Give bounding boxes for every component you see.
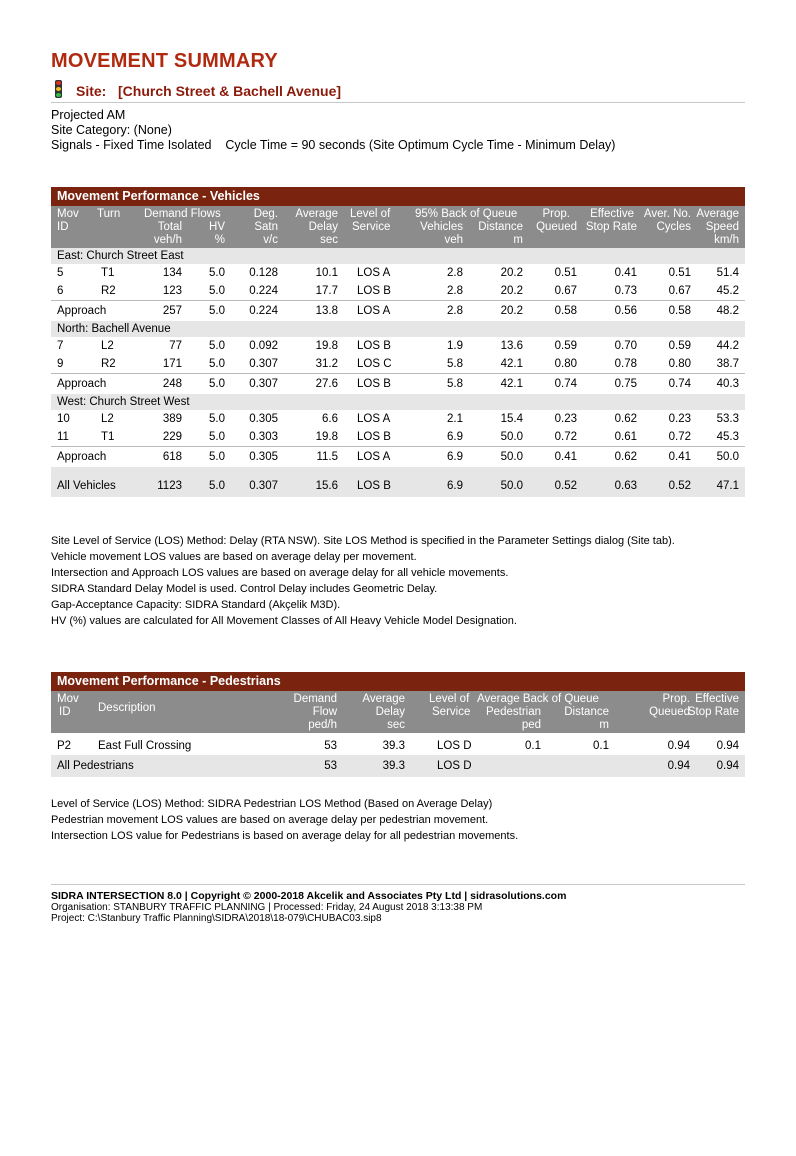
movement-row: 7 L2 77 5.0 0.092 19.8 LOS B 1.9 13.6 0.59 0.70 0.59 44.2 xyxy=(57,340,739,352)
pedestrians-column-headers: Mov ID Description Demand Flow ped/h Average Delay sec Level of Service Average Back of Queue Pedestrian ped Distance m Prop. Queued Effective Stop Rate xyxy=(51,691,745,733)
movement-row: 5 T1 134 5.0 0.128 10.1 LOS A 2.8 20.2 0.51 0.41 0.51 51.4 xyxy=(57,267,739,279)
approach-section-header: North: Bachell Avenue xyxy=(51,321,745,337)
approach-section-header: East: Church Street East xyxy=(51,248,745,264)
site-category: Site Category: (None) xyxy=(51,123,172,137)
movement-row: 9 R2 171 5.0 0.307 31.2 LOS C 5.8 42.1 0.80 0.78 0.80 38.7 xyxy=(57,358,739,370)
scenario-name: Projected AM xyxy=(51,108,126,122)
pedestrians-table xyxy=(51,672,745,777)
vehicles-table xyxy=(51,187,745,497)
traffic-light-icon xyxy=(55,80,62,98)
vehicles-table-title: Movement Performance - Vehicles xyxy=(51,187,745,206)
all-pedestrians-row: All Pedestrians 53 39.3 LOS D 0.94 0.94 xyxy=(51,755,745,777)
report-footer: SIDRA INTERSECTION 8.0 | Copyright © 2000-2018 Akcelik and Associates Pty Ltd | sidrasolutions.com Organisation: STANBURY TRAFFIC PLANNING | Processed: Friday, 24 August 2018 3:13:38 PM Project: C:\Stanbury Traffic Planning\SIDRA\2018\18-079\CHUBAC03.sip8 xyxy=(51,884,745,924)
approach-total-row: Approach 257 5.0 0.224 13.8 LOS A 2.8 20.2 0.58 0.56 0.58 48.2 xyxy=(51,300,745,321)
site-name: Site: [Church Street & Bachell Avenue] xyxy=(76,83,342,99)
approach-total-row: Approach 248 5.0 0.307 27.6 LOS B 5.8 42.1 0.74 0.75 0.74 40.3 xyxy=(51,373,745,394)
signal-info: Signals - Fixed Time Isolated Cycle Time = 90 seconds (Site Optimum Cycle Time - Minimum Delay) xyxy=(51,138,616,152)
movement-row: 10 L2 389 5.0 0.305 6.6 LOS A 2.1 15.4 0.23 0.62 0.23 53.3 xyxy=(57,413,739,425)
approach-total-row: Approach 618 5.0 0.305 11.5 LOS A 6.9 50.0 0.41 0.62 0.41 50.0 xyxy=(51,446,745,467)
pedestrians-table-title: Movement Performance - Pedestrians xyxy=(51,672,745,691)
approach-section-header: West: Church Street West xyxy=(51,394,745,410)
vehicle-notes: Site Level of Service (LOS) Method: Delay (RTA NSW). Site LOS Method is specified in the Parameter Settings dialog (Site tab). Vehicle movement LOS values are based on average delay per movement. Intersection and Approach LOS values are based on average delay for all vehicle movements. SIDRA Standard Delay Model is used. Control Delay includes Geometric Delay. Gap-Acceptance Capacity: SIDRA Standard (Akçelik M3D). HV (%) values are calculated for All Movement Classes of All Heavy Vehicle Model Designation. xyxy=(51,535,675,627)
vehicles-column-headers: Mov ID Turn Demand Flows Total veh/h HV % Deg. Satn v/c Average Delay sec Level of Service 95% Back of Queue Vehicles veh Distance m Prop. Queued Effective Stop Rate Aver. No. Cycles Average Speed km/h xyxy=(51,206,745,248)
movement-row: 11 T1 229 5.0 0.303 19.8 LOS B 6.9 50.0 0.72 0.61 0.72 45.3 xyxy=(57,431,739,443)
site-header xyxy=(51,80,745,103)
movement-row: 6 R2 123 5.0 0.224 17.7 LOS B 2.8 20.2 0.67 0.73 0.67 45.2 xyxy=(57,285,739,297)
all-vehicles-row: All Vehicles 1123 5.0 0.307 15.6 LOS B 6.9 50.0 0.52 0.63 0.52 47.1 xyxy=(51,475,745,497)
pedestrian-notes: Level of Service (LOS) Method: SIDRA Pedestrian LOS Method (Based on Average Delay) Pedestrian movement LOS values are based on average delay per pedestrian movement. Intersection LOS value for Pedestrians is based on average delay for all pedestrian movements. xyxy=(51,798,519,842)
pedestrian-row: P2 East Full Crossing 53 39.3 LOS D 0.1 0.1 0.94 0.94 xyxy=(57,740,739,752)
page-title: MOVEMENT SUMMARY xyxy=(51,50,278,72)
